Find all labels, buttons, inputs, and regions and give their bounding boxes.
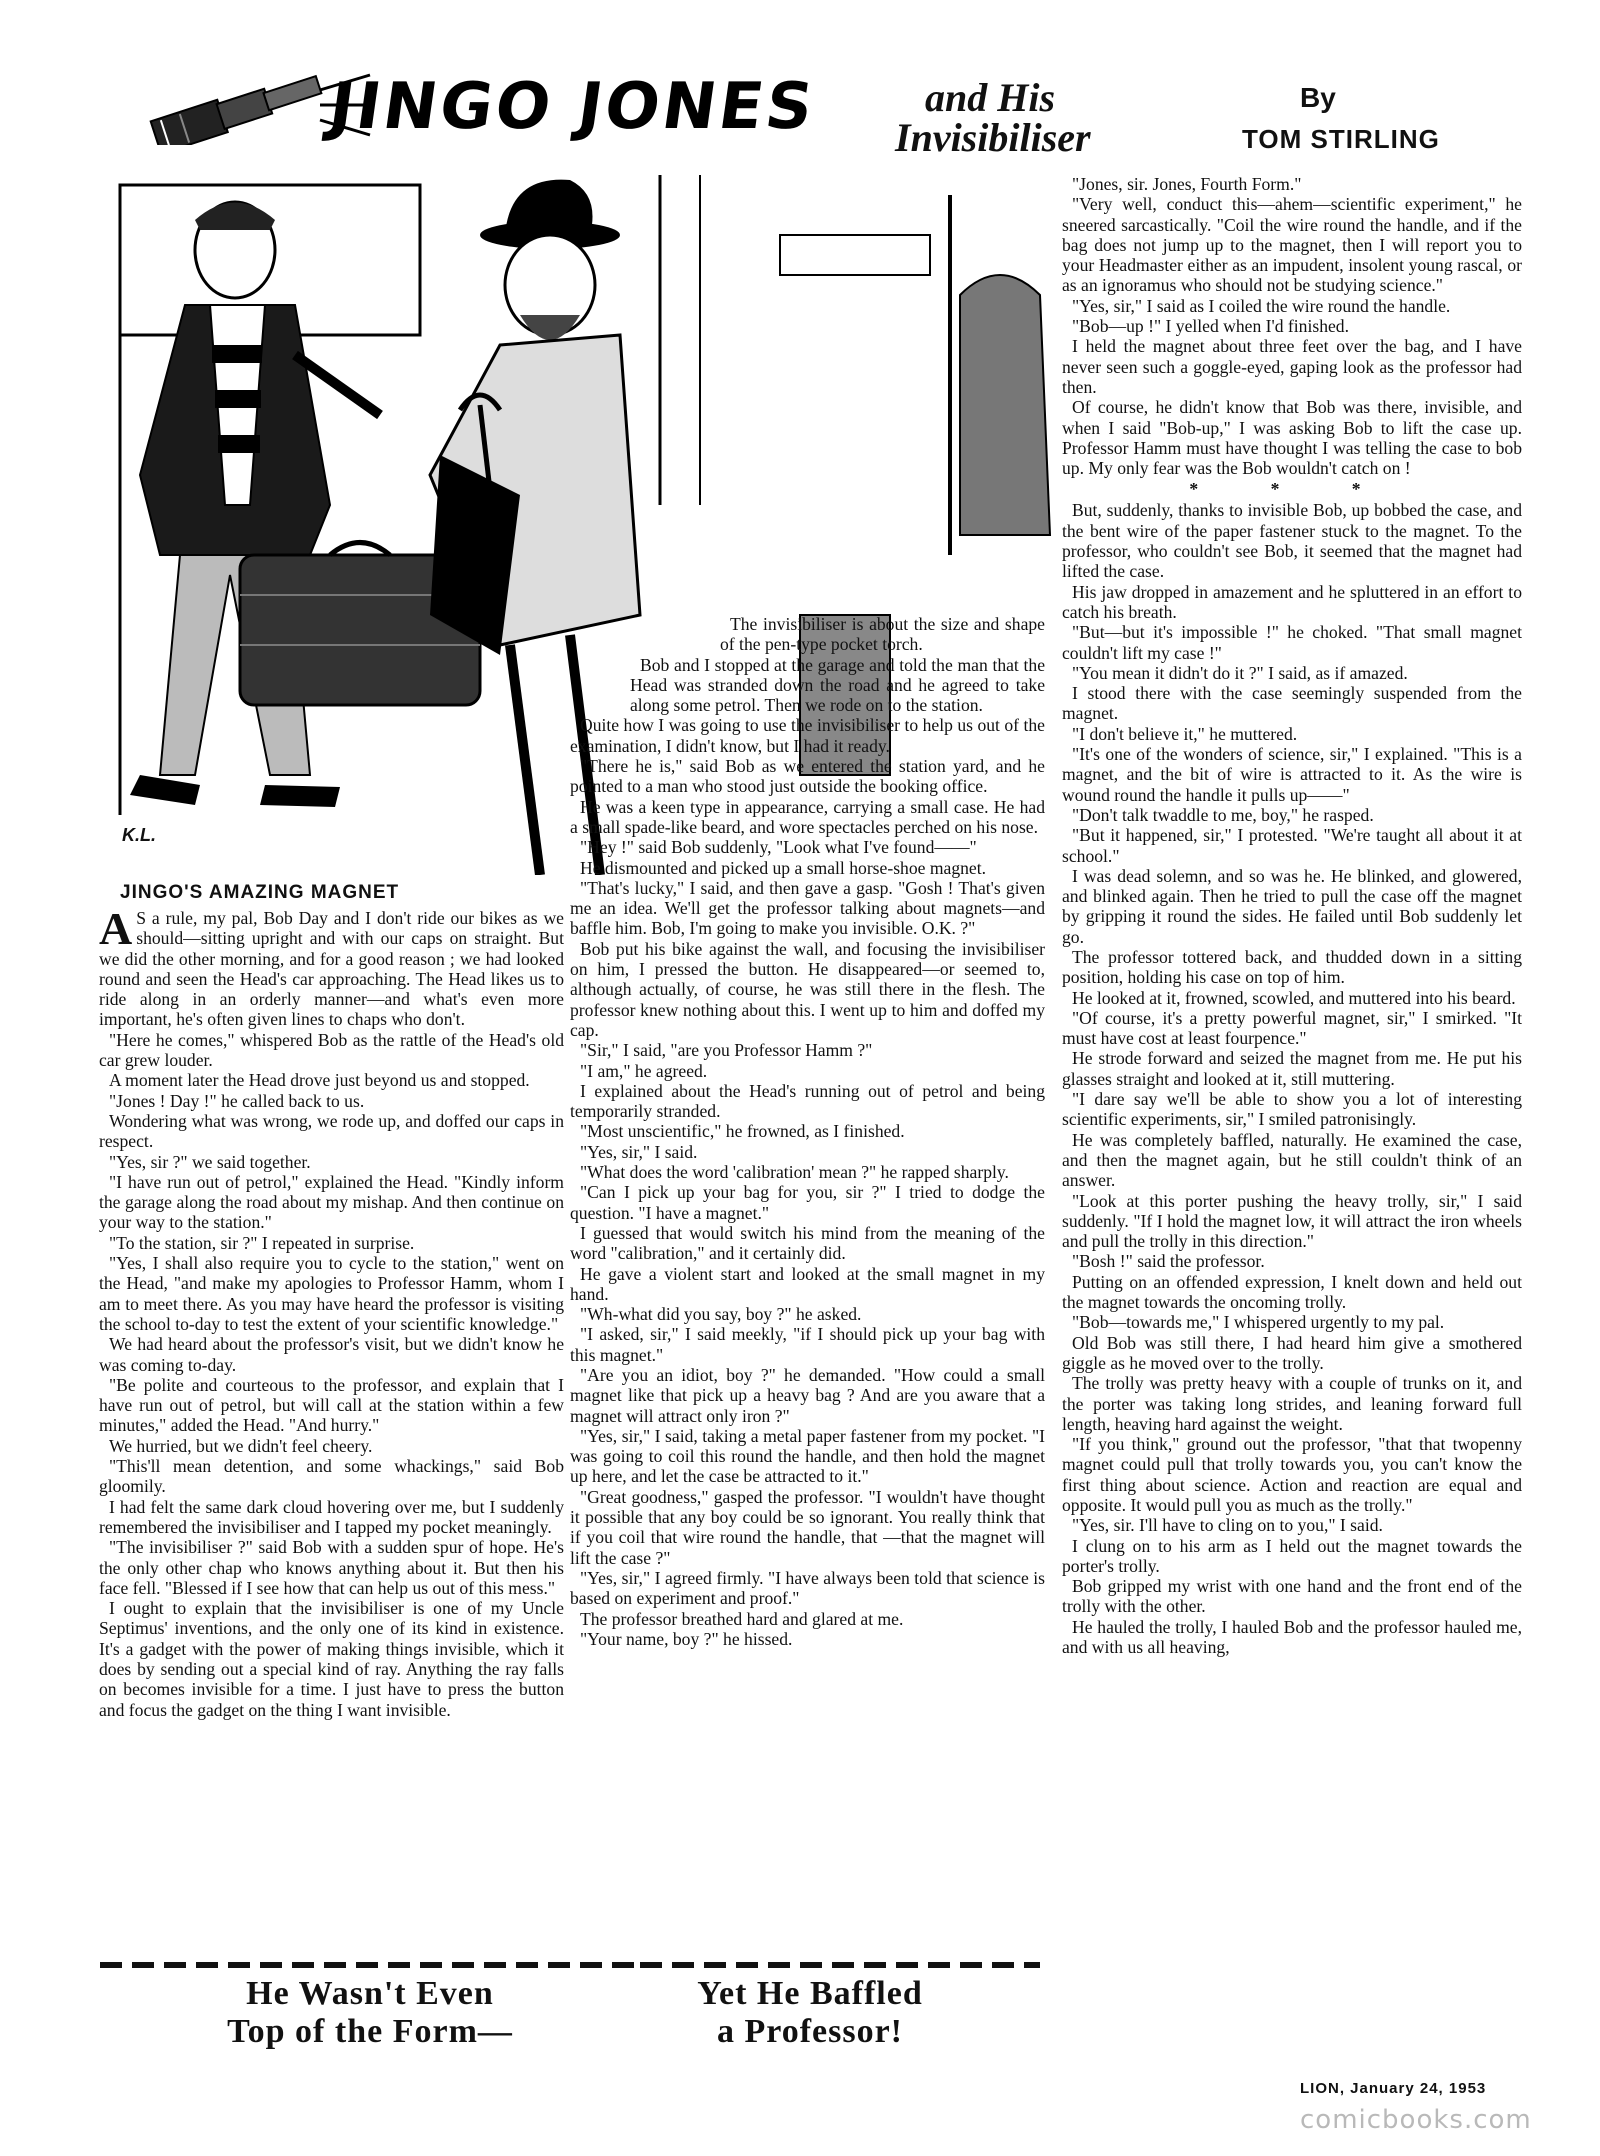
col1-para-0: A S a rule, my pal, Bob Day and I don't ride our bikes as we should—sitting upright and with our caps on straight. But we did the other morning, and for a good reason ; we had looked round and seen the Head's car approaching. The Head likes us to ride along in an orderly manner—and what's even more important, he's often given lines to chaps who don't.	[99, 903, 564, 1030]
col3-para: "Bob—up !" I yelled when I'd finished.	[1072, 316, 1349, 337]
col1-para: "I have run out of petrol," explained the Head. "Kindly inform the garage along the road about my mishap. And then continue on your way to the station."	[99, 1171, 564, 1233]
tagline-left-line1: He Wasn't Even	[246, 1975, 494, 2012]
masthead-subtitle	[895, 75, 1091, 160]
col1-para: "The invisibiliser ?" said Bob with a sudden spur of hope. He's the only other chap who knows anything about it. But then his face fell. "Blessed if I see how that can help us out of this mess."	[99, 1537, 564, 1598]
byline-author: TOM STIRLING	[1242, 124, 1440, 154]
col1-para: A moment later the Head drove just beyond us and stopped.	[109, 1070, 530, 1091]
column-2	[570, 614, 1045, 1649]
section-break-stars: * * *	[1189, 479, 1395, 500]
col1-para: "Jones ! Day !" he called back to us.	[109, 1090, 365, 1111]
col2-para: Bob and I stopped at the garage and told the man that the Head was stranded down the road and he agreed to take along some petrol. Then we rode on to the station.	[630, 654, 1045, 716]
col1-para: We hurried, but we didn't feel cheery.	[109, 1435, 373, 1456]
col1-para: "Here he comes," whispered Bob as the rattle of the Head's old car grew louder.	[99, 1029, 564, 1071]
dashed-rule-right	[640, 1962, 1040, 1968]
col3-para: His jaw dropped in amazement and he spluttered in an effort to catch his breath.	[1062, 581, 1522, 622]
col1-para: We had heard about the professor's visit, but we didn't know he was coming to-day.	[99, 1334, 564, 1375]
masthead-subtitle-line2: Invisibiliser	[895, 115, 1091, 160]
col2-para: "Hey !" said Bob suddenly, "Look what I've found——"	[580, 837, 977, 858]
col3-para: But, suddenly, thanks to invisible Bob, up bobbed the case, and the bent wire of the paper fastener stuck to the magnet. To the professor, who couldn't see Bob, it seemed that the magnet had lifted the case.	[1062, 500, 1522, 582]
col2-para: He gave a violent start and looked at the small magnet in my hand.	[570, 1263, 1045, 1304]
col2-para: "Yes, sir," I agreed firmly. "I have always been told that science is based on experiment and proof."	[570, 1567, 1045, 1609]
col3-para: Old Bob was still there, I had heard him give a smothered giggle as he moved over to the trolly.	[1062, 1332, 1522, 1373]
col1-para: "Yes, sir ?" we said together.	[109, 1151, 311, 1172]
col3-para: "Yes, sir. I'll have to cling on to you," I said.	[1072, 1515, 1383, 1536]
col3-para: Putting on an offended expression, I knelt down and held out the magnet towards the oncoming trolly.	[1062, 1271, 1522, 1313]
col3-para: I held the magnet about three feet over the bag, and I have never seen such a goggle-eyed, gaping look as the professor had then.	[1062, 336, 1522, 397]
telescope-illustration	[140, 65, 340, 145]
col2-para: "Most unscientific," he frowned, as I finished.	[580, 1121, 905, 1142]
col3-para: "Very well, conduct this—ahem—scientific experiment," he sneered sarcastically. "Coil the wire round the handle, and if the bag does not jump up to the magnet, then I will report you to your Headmaster either as an impudent, insolent young rascal, or as an ignoramus who should not be studying science."	[1062, 194, 1522, 296]
masthead-subtitle-line1: and His	[925, 75, 1056, 120]
col1-para: Wondering what was wrong, we rode up, and doffed our caps in respect.	[99, 1110, 564, 1152]
col2-para: "Are you an idiot, boy ?" he demanded. "How could a small magnet like that pick up a heavy bag ? And are you aware that a magnet will attract only iron ?"	[570, 1364, 1045, 1426]
col3-para: "Of course, it's a pretty powerful magnet, sir," I smirked. "It must have cost at least fourpence."	[1062, 1007, 1522, 1049]
col3-para: "Bob—towards me," I whispered urgently to my pal.	[1072, 1312, 1445, 1333]
col2-para: He was a keen type in appearance, carrying a small case. He had a small spade-like beard, and wore spectacles perched on his nose.	[570, 796, 1045, 837]
col3-para: "It's one of the wonders of science, sir," I explained. "This is a magnet, and the bit of wire is attracted to it. As the wire is wound round the handle it pulls up——"	[1062, 744, 1522, 805]
col2-para: "That's lucky," I said, and then gave a gasp. "Gosh ! That's given me an idea. We'll get the professor talking about magnets—and baffle him. Bob, I'm going to make you invisible. O.K. ?"	[570, 877, 1045, 939]
col3-para: "Jones, sir. Jones, Fourth Form."	[1072, 174, 1302, 194]
col3-para: He hauled the trolly, I hauled Bob and the professor hauled me, and with us all heaving,	[1062, 1616, 1522, 1658]
col3-para: "If you think," ground out the professor, "that that twopenny magnet could pull that trolly towards you, you can't know the first thing about science. Action and reaction are equal and opposite. It would pull you as much as the trolly."	[1062, 1434, 1522, 1515]
col1-para: "To the station, sir ?" I repeated in surprise.	[109, 1232, 415, 1253]
col3-para: I was dead solemn, and so was he. He blinked, and glowered, and blinked again. Then he tried to pull the case off the magnet by gripping it round the sides. He failed until Bob suddenly let go.	[1062, 865, 1522, 947]
page-footer: LION, January 24, 1953	[1300, 2080, 1487, 2097]
col3-para: "I don't believe it," he muttered.	[1072, 723, 1298, 744]
watermark: comicbooks.com	[1300, 2105, 1532, 2135]
col3-para: The professor tottered back, and thudded down in a sitting position, holding his case on top of him.	[1062, 946, 1522, 988]
col3-para: He was completely baffled, naturally. He examined the case, and then the magnet again, but he still couldn't think of an answer.	[1062, 1129, 1522, 1191]
col3-para: I clung on to his arm as I held out the magnet towards the porter's trolly.	[1062, 1535, 1522, 1576]
section-subhead: JINGO'S AMAZING MAGNET	[120, 882, 400, 903]
col2-para: The professor breathed hard and glared at me.	[580, 1608, 904, 1629]
col3-para: "Don't talk twaddle to me, boy," he rasped.	[1072, 804, 1374, 825]
col2-para: "What does the word 'calibration' mean ?" he rapped sharply.	[580, 1162, 1009, 1183]
col2-para: "Yes, sir," I said, taking a metal paper fastener from my pocket. "I was going to coil this round the handle, and then hold the magnet up here, and let the case be attracted to it."	[570, 1425, 1045, 1487]
col2-para: "Wh-what did you say, boy ?" he asked.	[580, 1304, 862, 1325]
tagline-left	[150, 1975, 590, 2051]
illustration-signature: K.L.	[122, 825, 156, 845]
masthead-title: JINGO JONES	[324, 70, 821, 144]
col2-para: "There he is," said Bob as we entered the station yard, and he pointed to a man who stood just outside the booking office.	[570, 756, 1045, 797]
drop-cap: A	[99, 903, 133, 954]
col1-para: I had felt the same dark cloud hovering over me, but I suddenly remembered the invisibiliser and I tapped my pocket meaningly.	[99, 1496, 564, 1537]
col2-para: Bob put his bike against the wall, and focusing the invisibiliser on him, I pressed the button. He disappeared—or seemed to, although actually, of course, he was still there in the flesh. The professor knew nothing about this. I went up to him and doffed my cap.	[570, 938, 1045, 1040]
col2-para: Quite how I was going to use the invisibiliser to help us out of the examination, I didn't know, but I had it ready.	[570, 715, 1045, 756]
col3-para: He looked at it, frowned, scowled, and muttered into his beard.	[1072, 987, 1516, 1008]
col2-para: "I am," he agreed.	[580, 1060, 708, 1081]
col3-para: "You mean it didn't do it ?" I said, as if amazed.	[1072, 662, 1408, 683]
col3-para: "I dare say we'll be able to show you a lot of interesting scientific experiments, sir," I smiled patronisingly.	[1062, 1089, 1522, 1130]
col3-para: "Yes, sir," I said as I coiled the wire round the handle.	[1072, 295, 1451, 316]
col2-para: The invisibiliser is about the size and shape of the pen-type pocket torch.	[720, 614, 1045, 655]
tagline-right-line1: Yet He Baffled	[697, 1975, 923, 2012]
byline-by: By	[1300, 82, 1336, 113]
col2-para: "I asked, sir," I said meekly, "if I should pick up your bag with this magnet."	[570, 1324, 1045, 1365]
col2-para: He dismounted and picked up a small horse-shoe magnet.	[580, 857, 987, 878]
col2-para: "Your name, boy ?" he hissed.	[580, 1628, 793, 1649]
col3-para: He strode forward and seized the magnet from me. He put his glasses straight and looked at it, still muttering.	[1062, 1048, 1522, 1089]
col3-para: I stood there with the case seemingly suspended from the magnet.	[1062, 683, 1522, 724]
col3-para: "But—but it's impossible !" he choked. "That small magnet couldn't lift my case !"	[1062, 622, 1522, 663]
col1-para: "Yes, I shall also require you to cycle to the station," went on the Head, "and make my apologies to Professor Hamm, whom I am to meet there. As you may have heard the professor is visiting the school to-day to test the extent of your scientific knowledge."	[99, 1253, 564, 1334]
col1-para: I ought to explain that the invisibiliser is one of my Uncle Septimus' inventions, and the only one of its kind in existence. It's a gadget with the power of making things invisible, which it does by sending out a special kind of ray. Anything the ray falls on becomes invisible for a time. I just have to press the button and focus the gadget on the thing I want invisible.	[99, 1598, 564, 1720]
col3-para: "But it happened, sir," I protested. "We're taught all about it at school."	[1062, 825, 1522, 866]
col3-para: "Bosh !" said the professor.	[1072, 1251, 1265, 1272]
col2-para: "Yes, sir," I said.	[580, 1141, 698, 1162]
col2-para: I explained about the Head's running out of petrol and being temporarily stranded.	[570, 1080, 1045, 1122]
col2-para: "Sir," I said, "are you Professor Hamm ?"	[580, 1040, 873, 1061]
tagline-left-line2: Top of the Form—	[227, 2013, 513, 2050]
col1-para: "Be polite and courteous to the professor, and explain that I have run out of petrol, but will call at the station within a few minutes," added the Head. "And hurry."	[99, 1374, 564, 1436]
tagline-right	[640, 1975, 980, 2051]
dashed-rule-left	[100, 1962, 640, 1968]
column-1	[99, 903, 564, 1720]
column-3	[1062, 174, 1522, 1657]
col2-para: "Great goodness," gasped the professor. "I wouldn't have thought it possible that any boy could be so ignorant. You really think that if you coil that wire round the handle, that —that the magnet will lift the case ?"	[570, 1486, 1045, 1568]
tagline-right-line2: a Professor!	[716, 2013, 904, 2050]
col2-para: I guessed that would switch his mind from the meaning of the word "calibration," and it certainly did.	[570, 1222, 1045, 1264]
col1-para: "This'll mean detention, and some whackings," said Bob gloomily.	[99, 1456, 564, 1497]
col2-para: "Can I pick up your bag for you, sir ?" I tried to dodge the question. "I have a magnet."	[570, 1182, 1045, 1223]
col3-para: The trolly was pretty heavy with a couple of trunks on it, and the porter was taking long strides, and leaning forward full length, heaving hard against the weight.	[1062, 1373, 1522, 1434]
col3-para: Bob gripped my wrist with one hand and the front end of the trolly with the other.	[1062, 1576, 1522, 1617]
col3-para: "Look at this porter pushing the heavy trolly, sir," I said suddenly. "If I hold the magnet low, it will attract the iron wheels and pull the trolly in this direction."	[1062, 1190, 1522, 1252]
col3-para: Of course, he didn't know that Bob was there, invisible, and when I said "Bob-up," I was asking Bob to lift the case up. Professor Hamm must have thought I was telling the case to bob up. My only fear was the Bob wouldn't catch on !	[1062, 397, 1522, 479]
